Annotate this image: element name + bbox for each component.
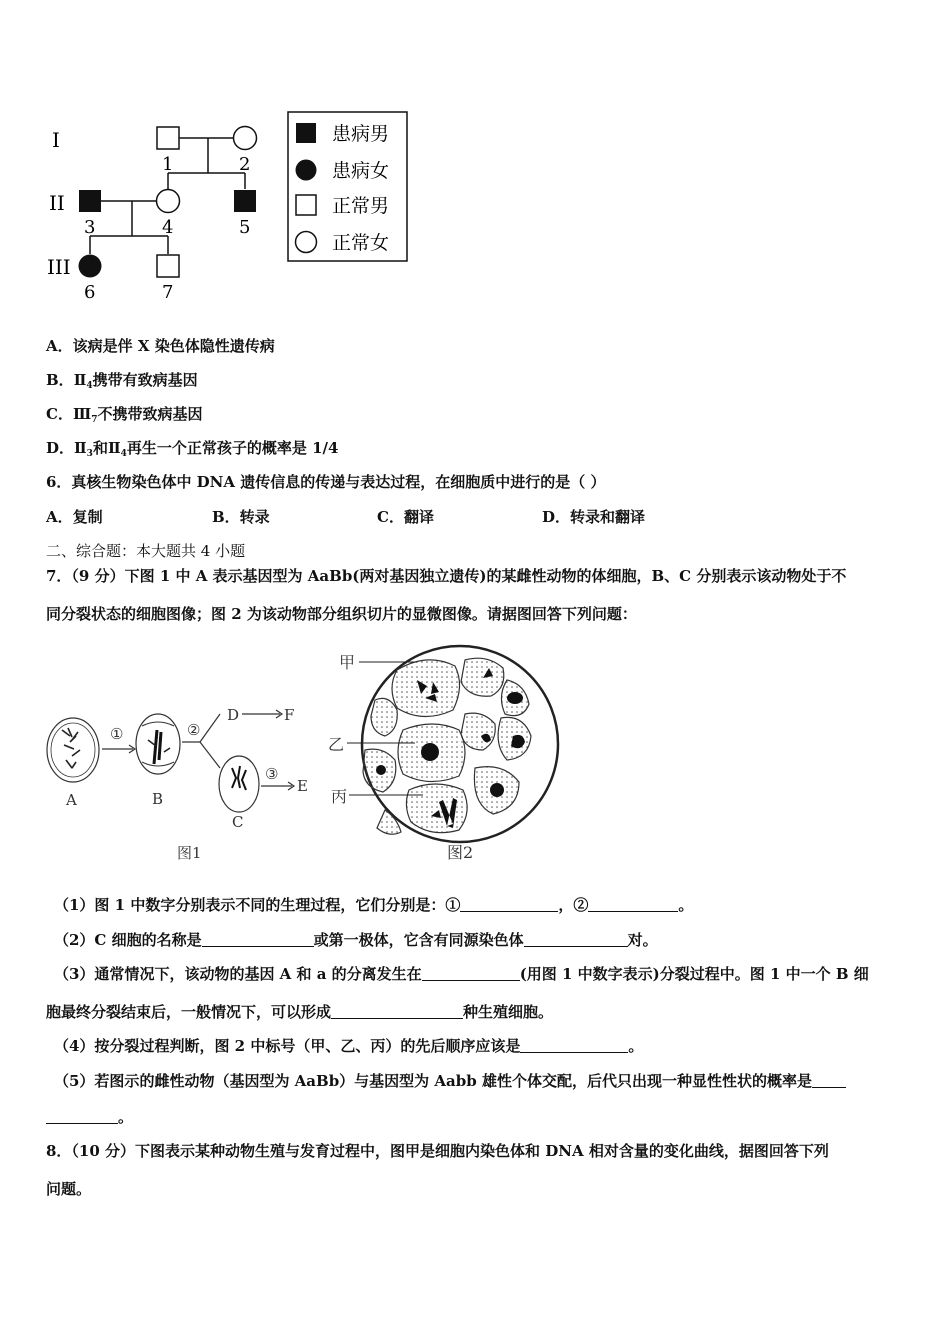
q7-stem-line2: 同分裂状态的细胞图像；图 2 为该动物部分组织切片的显微图像。请据图回答下列问题： — [46, 605, 637, 623]
roman-numeral: Ⅱ — [74, 439, 87, 457]
q7-sub1 — [54, 895, 693, 915]
question-text: （1）图 1 中数字分别表示不同的生理过程，它们分别是：① — [54, 896, 461, 914]
cell-a — [47, 718, 99, 782]
question-text: 种生殖细胞。 — [463, 1003, 554, 1021]
figure-2-label: 丙 — [331, 787, 348, 806]
question-text: （4）按分裂过程判断，图 2 中标号（甲、乙、丙）的先后顺序应该是 — [54, 1037, 521, 1055]
q6-option-d: D．转录和翻译 — [542, 508, 646, 526]
cell-label: B — [152, 790, 164, 808]
section-heading: 二、综合题：本大题共 4 小题 — [46, 542, 246, 560]
generation-label: II — [49, 191, 65, 215]
individual-number: 6 — [84, 282, 96, 303]
affected-female-symbol — [79, 255, 102, 278]
figure-2-label: 甲 — [339, 653, 356, 672]
answer-blank[interactable] — [588, 896, 678, 912]
q8-stem-line1: 8．（10 分）下图表示某种动物生殖与发育过程中，图甲是细胞内染色体和 DNA 相对含量的变化曲线，据图回答下列 — [46, 1142, 829, 1160]
q8-stem-line2: 问题。 — [46, 1180, 92, 1198]
cell-label: C — [232, 813, 244, 831]
cell-b — [136, 714, 180, 774]
q5-option-a — [46, 336, 275, 356]
affected-male-legend-icon — [296, 123, 316, 143]
answer-blank[interactable] — [331, 1003, 463, 1019]
q5-option-d — [46, 438, 338, 464]
answer-blank[interactable] — [812, 1072, 846, 1088]
option-text: 携带有致病基因 — [92, 371, 198, 389]
pedigree-legend — [288, 112, 407, 261]
individual-number: 4 — [162, 217, 174, 238]
answer-blank[interactable] — [46, 1108, 118, 1124]
question-text: 对。 — [627, 931, 658, 949]
option-text: 不携带致病基因 — [97, 405, 203, 423]
option-label: C． — [46, 405, 73, 423]
option-label: B． — [46, 371, 74, 389]
option-label: D． — [46, 439, 75, 457]
roman-numeral: Ⅲ — [72, 405, 92, 423]
q6-option-b: B．转录 — [212, 508, 270, 526]
normal-male-legend-icon — [296, 195, 316, 215]
legend-label: 正常女 — [332, 232, 390, 254]
step-label: ③ — [265, 765, 279, 783]
affected-male-symbol — [79, 190, 101, 212]
answer-blank[interactable] — [520, 1037, 628, 1053]
option-text: 该病是伴 X 染色体隐性遗传病 — [72, 337, 275, 355]
generation-label: I — [52, 128, 60, 152]
subscript: 3 — [86, 449, 93, 459]
answer-blank[interactable] — [460, 896, 558, 912]
normal-female-symbol — [157, 190, 180, 213]
step-label: ② — [187, 721, 201, 739]
legend-label: 患病男 — [332, 123, 390, 145]
answer-blank[interactable] — [524, 931, 628, 947]
legend-label: 正常男 — [332, 195, 390, 217]
answer-blank[interactable] — [202, 931, 314, 947]
figure-caption: 图2 — [447, 843, 474, 862]
question-text: （3）通常情况下，该动物的基因 A 和 a 的分离发生在 — [54, 965, 422, 983]
answer-blank[interactable] — [422, 965, 520, 981]
question-text: （2）C 细胞的名称是 — [54, 931, 202, 949]
figure-1-cell-division — [40, 690, 320, 870]
normal-male-symbol — [157, 127, 179, 149]
question-text: 。 — [678, 896, 694, 914]
product-label: D — [227, 706, 240, 724]
q7-sub3-line1 — [54, 964, 869, 984]
affected-female-legend-icon — [296, 160, 317, 181]
normal-male-symbol — [157, 255, 179, 277]
affected-male-symbol — [234, 190, 256, 212]
cell-bing — [406, 784, 467, 833]
q6-stem: 6．真核生物染色体中 DNA 遗传信息的传递与表达过程，在细胞质中进行的是（ ） — [46, 473, 606, 491]
normal-female-symbol — [234, 127, 257, 150]
cell-jia — [392, 660, 460, 717]
q7-stem-line1: 7．（9 分）下图 1 中 A 表示基因型为 AaBb(两对基因独立遗传)的某雌性动物的体细胞，B、C 分别表示该动物处于不 — [46, 567, 847, 585]
figure-2-label: 乙 — [328, 735, 345, 754]
legend-label: 患病女 — [332, 160, 390, 182]
q6-option-a: A．复制 — [46, 508, 103, 526]
individual-number: 1 — [162, 154, 174, 175]
step-label: ① — [110, 725, 124, 743]
question-text: 。 — [118, 1108, 134, 1126]
option-text: 和Ⅱ — [92, 439, 121, 457]
question-text: 或第一极体，它含有同源染色体 — [313, 931, 524, 949]
figure-caption: 图1 — [177, 844, 202, 862]
q6-option-c: C．翻译 — [377, 508, 434, 526]
question-text: （5）若图示的雌性动物（基因型为 AaBb）与基因型为 Aabb 雄性个体交配，后代只出现一种显性性状的概率是 — [54, 1072, 812, 1090]
q7-sub2 — [54, 930, 658, 950]
q7-sub5-line2 — [46, 1107, 133, 1127]
q5-option-b — [46, 370, 198, 396]
individual-number: 7 — [162, 282, 174, 303]
question-text: 。 — [628, 1037, 644, 1055]
question-text: ，② — [558, 896, 589, 914]
roman-numeral: Ⅱ — [73, 371, 87, 389]
individual-number: 2 — [239, 154, 251, 175]
figure-2-micrograph — [325, 640, 565, 870]
product-label: F — [284, 706, 295, 724]
individual-number: 3 — [84, 217, 96, 238]
option-label: A． — [46, 337, 73, 355]
q7-sub4 — [54, 1036, 643, 1056]
q7-sub3-line2 — [46, 1002, 553, 1022]
subscript: 7 — [91, 415, 98, 425]
question-text: 胞最终分裂结束后，一般情况下，可以形成 — [46, 1003, 332, 1021]
generation-label: III — [47, 255, 71, 279]
subscript: 4 — [86, 381, 93, 391]
individual-number: 5 — [239, 217, 251, 238]
cell-label: A — [66, 791, 77, 809]
option-text: 再生一个正常孩子的概率是 1/4 — [126, 439, 339, 457]
normal-female-legend-icon — [296, 232, 317, 253]
q5-option-c — [46, 404, 203, 430]
product-label: E — [297, 777, 308, 795]
question-text: (用图 1 中数字表示)分裂过程中。图 1 中一个 B 细 — [519, 965, 869, 983]
subscript: 4 — [120, 449, 127, 459]
individual-numbers — [84, 154, 250, 303]
pedigree-figure — [0, 0, 420, 310]
q7-sub5-line1 — [54, 1071, 846, 1091]
